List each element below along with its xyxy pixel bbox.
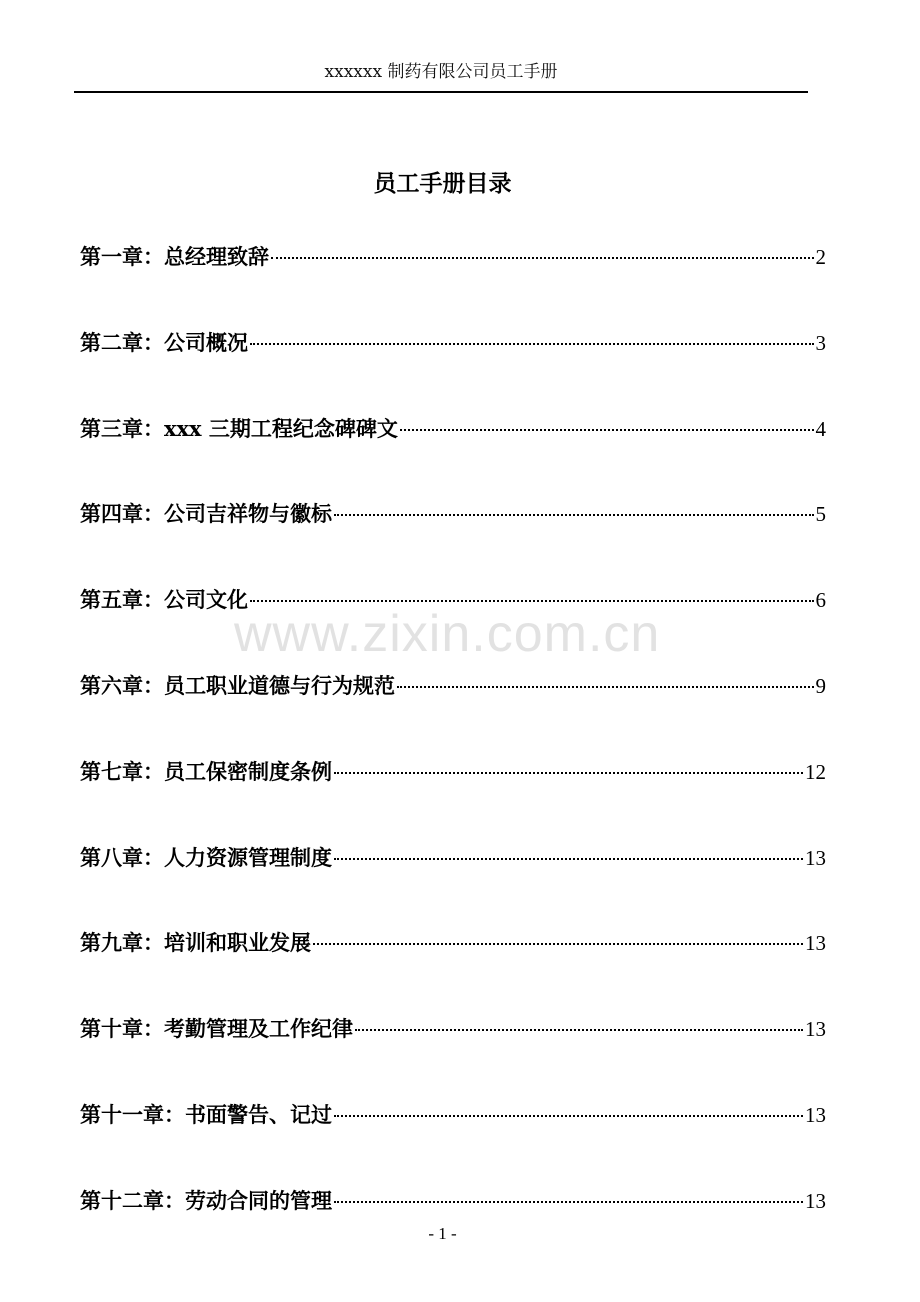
toc-entry[interactable] bbox=[80, 324, 826, 410]
toc-leader-dots bbox=[250, 600, 814, 602]
toc-leader-dots bbox=[313, 943, 803, 945]
toc-leader-dots bbox=[334, 1201, 803, 1203]
toc-entry[interactable] bbox=[80, 495, 826, 581]
toc-leader-dots bbox=[334, 858, 803, 860]
toc-leader-dots bbox=[334, 514, 814, 516]
toc-entry-label: 第四章：公司吉祥物与徽标 bbox=[80, 501, 332, 527]
toc-entry-page: 3 bbox=[815, 330, 826, 355]
toc-entry[interactable] bbox=[80, 667, 826, 753]
toc-list bbox=[80, 238, 826, 1268]
toc-entry-label: 第八章：人力资源管理制度 bbox=[80, 844, 332, 870]
toc-entry-page: 2 bbox=[815, 245, 826, 269]
toc-leader-dots bbox=[250, 343, 814, 345]
toc-entry-label: 第三章：xxx 三期工程纪念碑碑文 bbox=[80, 415, 398, 441]
toc-entry[interactable] bbox=[80, 1010, 826, 1096]
toc-leader-dots bbox=[397, 686, 814, 688]
toc-entry-page: 13 bbox=[805, 1017, 826, 1042]
toc-entry-page: 9 bbox=[815, 673, 826, 698]
toc-leader-dots bbox=[400, 429, 814, 431]
toc-entry-page: 13 bbox=[805, 845, 826, 870]
toc-entry-page: 13 bbox=[805, 931, 826, 956]
toc-leader-dots bbox=[271, 257, 814, 259]
toc-entry-page: 13 bbox=[805, 1188, 826, 1213]
toc-entry-page: 4 bbox=[815, 416, 826, 441]
toc-entry-label: 第十二章：劳动合同的管理 bbox=[80, 1187, 332, 1213]
toc-entry[interactable] bbox=[80, 410, 826, 496]
page-number: - 1 - bbox=[428, 1224, 457, 1243]
watermark: www.zixin.com.cn bbox=[234, 605, 661, 663]
toc-leader-dots bbox=[334, 772, 803, 774]
toc-entry[interactable] bbox=[80, 753, 826, 839]
toc-entry-page: 13 bbox=[805, 1102, 826, 1127]
page-header: xxxxxx 制药有限公司员工手册 bbox=[324, 62, 558, 82]
toc-entry-label: 第九章：培训和职业发展 bbox=[80, 930, 311, 956]
toc-entry-label: 第七章：员工保密制度条例 bbox=[80, 758, 332, 784]
toc-entry-page: 12 bbox=[805, 759, 826, 784]
toc-entry-label: 第一章：总经理致辞 bbox=[80, 244, 269, 269]
toc-entry-label: 第六章：员工职业道德与行为规范 bbox=[80, 672, 395, 698]
toc-entry-label: 第五章：公司文化 bbox=[80, 587, 248, 613]
toc-entry-label: 第十章：考勤管理及工作纪律 bbox=[80, 1016, 353, 1042]
toc-entry-label: 第十一章：书面警告、记过 bbox=[80, 1101, 332, 1127]
toc-entry[interactable] bbox=[80, 581, 826, 667]
toc-leader-dots bbox=[355, 1029, 803, 1031]
toc-entry[interactable] bbox=[80, 1096, 826, 1182]
toc-entry[interactable] bbox=[80, 924, 826, 1010]
toc-entry-label: 第二章：公司概况 bbox=[80, 329, 248, 355]
toc-entry-page: 6 bbox=[815, 588, 826, 613]
toc-entry[interactable] bbox=[80, 238, 826, 324]
toc-title: 员工手册目录 bbox=[373, 170, 512, 197]
header-divider bbox=[74, 91, 808, 93]
toc-entry[interactable] bbox=[80, 839, 826, 925]
toc-leader-dots bbox=[334, 1115, 803, 1117]
toc-entry-page: 5 bbox=[815, 502, 826, 527]
